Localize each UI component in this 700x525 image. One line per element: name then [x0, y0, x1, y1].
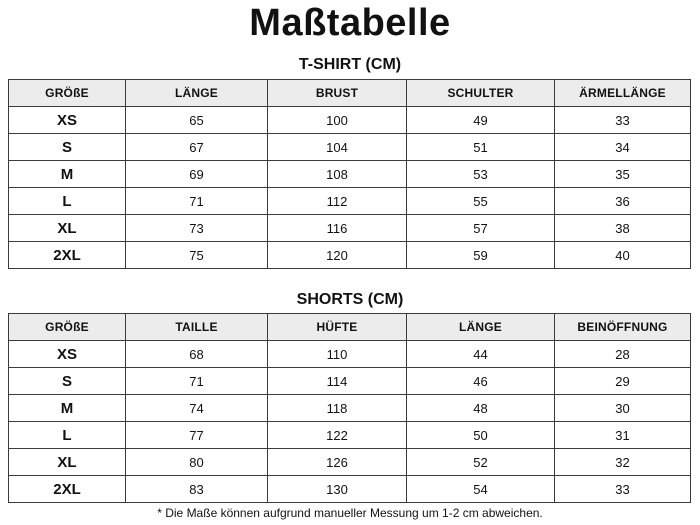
size-cell: S [9, 368, 126, 395]
table-cell: 31 [555, 422, 691, 449]
table-row [9, 107, 691, 134]
size-cell: 2XL [9, 476, 126, 503]
shorts-size-table [8, 313, 691, 503]
size-cell: L [9, 422, 126, 449]
table-cell: 34 [555, 134, 691, 161]
column-header: BRUST [268, 80, 407, 107]
table-cell: 51 [407, 134, 555, 161]
table-cell: 32 [555, 449, 691, 476]
table-cell: 69 [126, 161, 268, 188]
tshirt-section-title: T-SHIRT (CM) [298, 56, 402, 73]
table-cell: 116 [268, 215, 407, 242]
table-cell: 67 [126, 134, 268, 161]
table-cell: 83 [126, 476, 268, 503]
table-cell: 46 [407, 368, 555, 395]
size-cell: XL [9, 449, 126, 476]
table-row [9, 134, 691, 161]
table-cell: 55 [407, 188, 555, 215]
table-cell: 33 [555, 476, 691, 503]
table-cell: 44 [407, 341, 555, 368]
table-header-row [9, 80, 691, 107]
table-cell: 29 [555, 368, 691, 395]
table-cell: 68 [126, 341, 268, 368]
size-cell: S [9, 134, 126, 161]
table-cell: 54 [407, 476, 555, 503]
column-header: ÄRMELLÄNGE [555, 80, 691, 107]
table-cell: 108 [268, 161, 407, 188]
table-row [9, 188, 691, 215]
table-cell: 104 [268, 134, 407, 161]
column-header: LÄNGE [407, 314, 555, 341]
table-cell: 65 [126, 107, 268, 134]
table-cell: 74 [126, 395, 268, 422]
column-header: BEINÖFFNUNG [555, 314, 691, 341]
table-cell: 35 [555, 161, 691, 188]
table-cell: 126 [268, 449, 407, 476]
table-cell: 28 [555, 341, 691, 368]
table-cell: 38 [555, 215, 691, 242]
column-header: GRÖßE [9, 314, 126, 341]
table-cell: 75 [126, 242, 268, 269]
table-cell: 71 [126, 188, 268, 215]
table-cell: 57 [407, 215, 555, 242]
size-cell: L [9, 188, 126, 215]
table-cell: 52 [407, 449, 555, 476]
column-header: SCHULTER [407, 80, 555, 107]
table-row [9, 395, 691, 422]
size-cell: XS [9, 107, 126, 134]
table-row [9, 161, 691, 188]
table-cell: 59 [407, 242, 555, 269]
shorts-section-title: SHORTS (CM) [296, 291, 404, 308]
table-row [9, 422, 691, 449]
table-cell: 112 [268, 188, 407, 215]
table-cell: 114 [268, 368, 407, 395]
column-header: GRÖßE [9, 80, 126, 107]
table-cell: 40 [555, 242, 691, 269]
table-row [9, 242, 691, 269]
table-row [9, 215, 691, 242]
table-cell: 36 [555, 188, 691, 215]
table-cell: 53 [407, 161, 555, 188]
size-cell: XL [9, 215, 126, 242]
table-cell: 77 [126, 422, 268, 449]
table-cell: 50 [407, 422, 555, 449]
size-cell: 2XL [9, 242, 126, 269]
table-cell: 71 [126, 368, 268, 395]
table-cell: 100 [268, 107, 407, 134]
column-header: HÜFTE [268, 314, 407, 341]
table-cell: 118 [268, 395, 407, 422]
table-row [9, 341, 691, 368]
page-title: Maßtabelle [249, 2, 451, 44]
table-cell: 130 [268, 476, 407, 503]
size-cell: M [9, 395, 126, 422]
table-cell: 48 [407, 395, 555, 422]
table-cell: 80 [126, 449, 268, 476]
tshirt-size-table [8, 79, 691, 269]
column-header: TAILLE [126, 314, 268, 341]
table-row [9, 449, 691, 476]
table-row [9, 368, 691, 395]
table-header-row [9, 314, 691, 341]
measurement-footnote: * Die Maße können aufgrund manueller Messung um 1-2 cm abweichen. [157, 506, 543, 520]
column-header: LÄNGE [126, 80, 268, 107]
size-cell: M [9, 161, 126, 188]
table-cell: 73 [126, 215, 268, 242]
table-cell: 49 [407, 107, 555, 134]
table-cell: 33 [555, 107, 691, 134]
table-cell: 110 [268, 341, 407, 368]
table-cell: 120 [268, 242, 407, 269]
table-row [9, 476, 691, 503]
size-cell: XS [9, 341, 126, 368]
table-cell: 122 [268, 422, 407, 449]
table-cell: 30 [555, 395, 691, 422]
